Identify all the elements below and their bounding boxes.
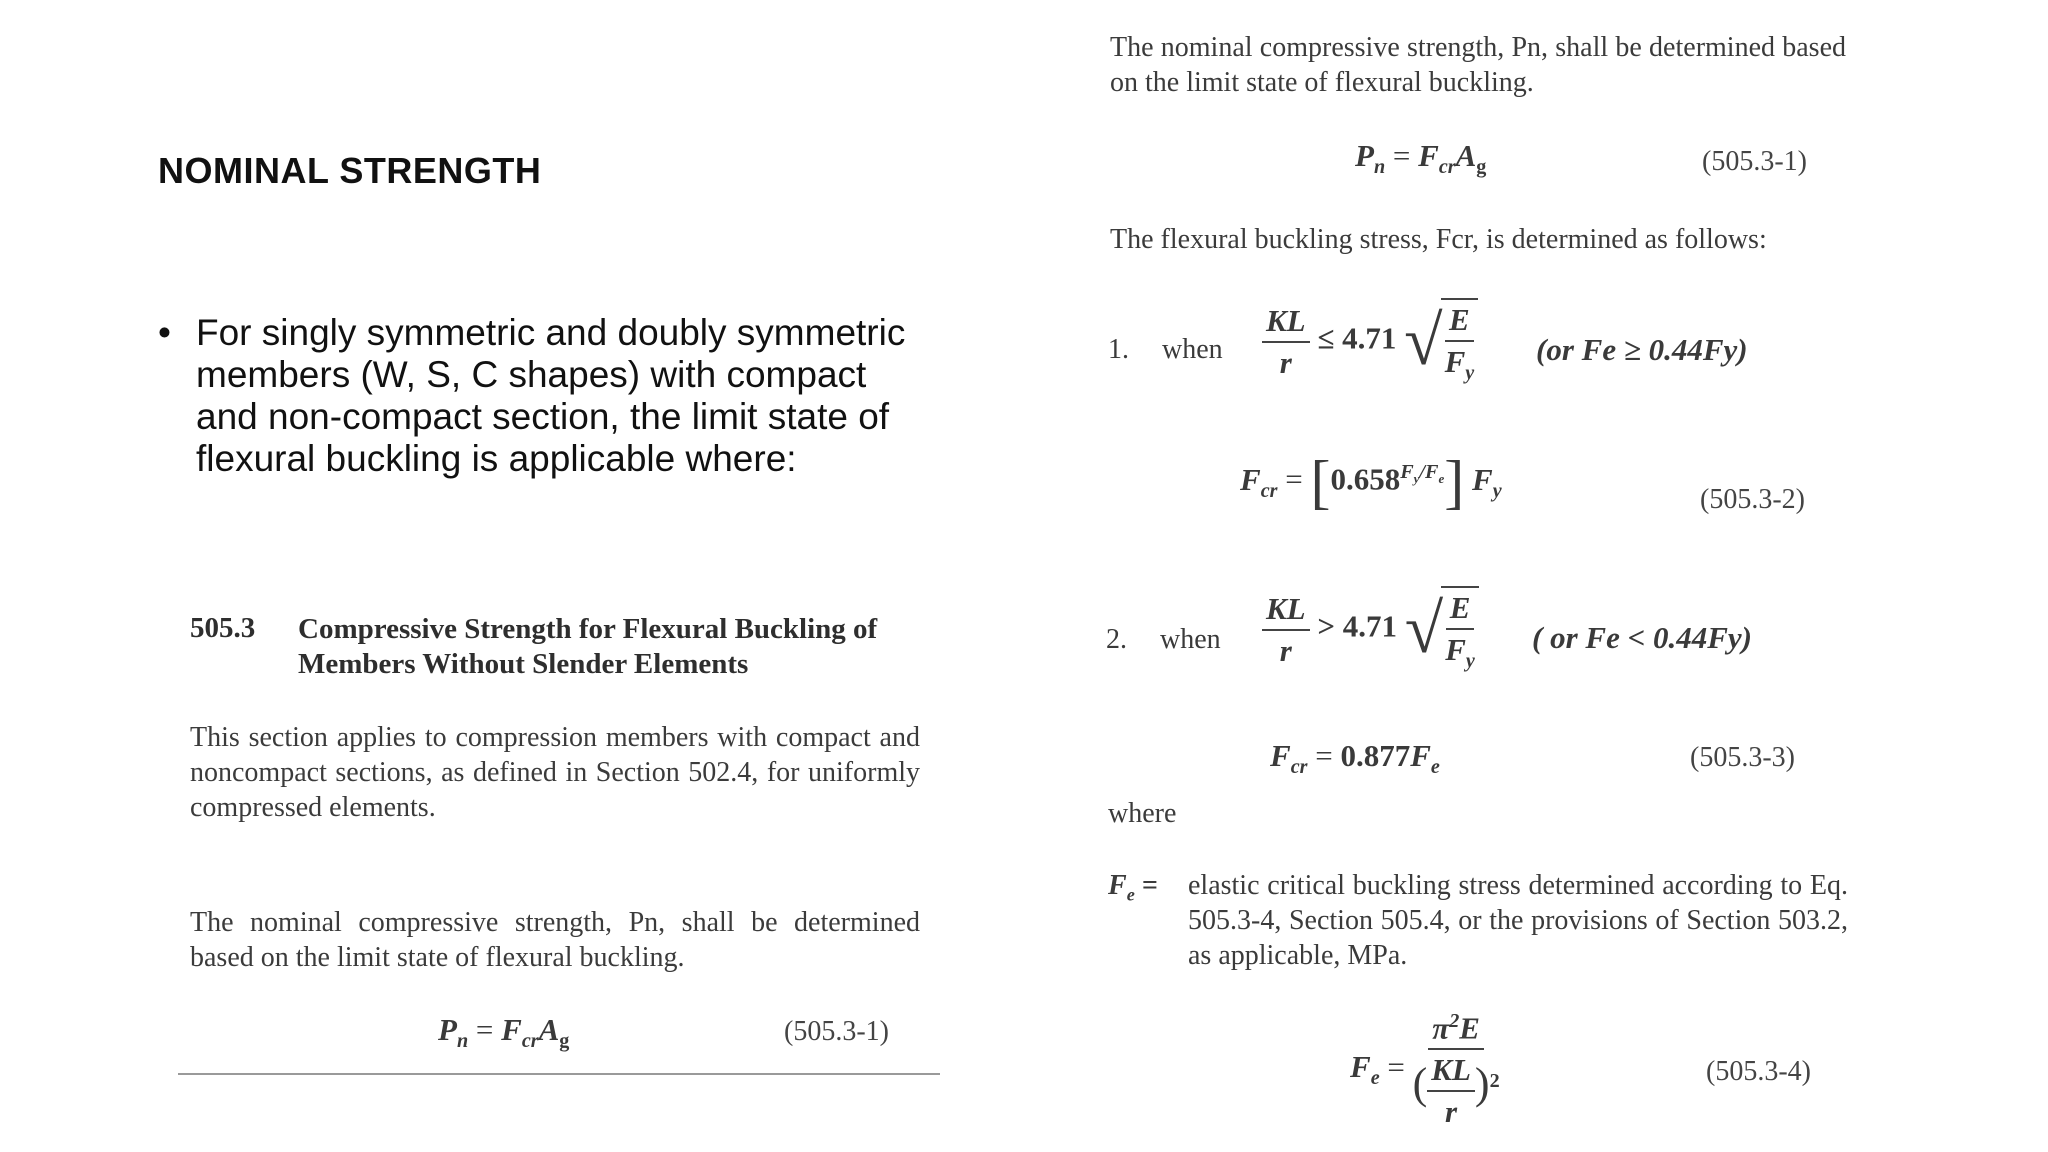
equation-pn-right: $P_n = F_{cr}A_g$ [1355,138,1487,179]
where-label: where [1108,798,1177,829]
equation-pn-left: $P_n = F_{cr}A_g$ [438,1012,570,1053]
equation-label-right-1: (505.3-1) [1702,146,1807,177]
applies-paragraph: This section applies to compression members with compact and noncompact sections, as defined in Section 502.4, for uniformly compressed elements. [190,722,920,823]
fcr-intro-paragraph: The flexural buckling stress, Fcr, is determined as follows: [1110,224,1767,255]
equation-label-right-4: (505.3-4) [1706,1056,1811,1087]
case2-alternative: ( or Fe < 0.44Fy) [1532,620,1752,655]
case2-limit: 4.71 [1342,608,1398,644]
case2-when: when [1160,624,1221,655]
bullet-marker: • [158,312,171,353]
eq2-coefficient: 0.658 [1330,461,1401,497]
equation-label-left: (505.3-1) [784,1016,889,1047]
equation-fcr-case1: $F_{cr} = [0.658^{F_y/F_e}]$ $F_y$ [1240,449,1502,515]
bullet-text: For singly symmetric and doubly symmetric members (W, S, C shapes) with compact and non-compact section, the limit state of flexural buckling is applicable where: [196,312,906,479]
section-number: 505.3 [190,612,256,644]
equation-label-right-2: (505.3-2) [1700,484,1805,515]
bullet-item [158,312,918,480]
fe-definition [1108,868,1848,973]
nominal-paragraph-right: The nominal compressive strength, Pn, shall be determined based on the limit state of flexural buckling. [1110,32,1846,98]
equation-fe: $F_e$ = $\pi^2E$ ( $\frac{KL}{r}$ )$^2$ [1350,1010,1500,1130]
slide-title: NOMINAL STRENGTH [158,150,542,191]
eq3-coefficient: 0.877 [1340,738,1411,773]
fe-description: elastic critical buckling stress determined according to Eq. 505.3-4, Section 505.4, or the provisions of Section 503.2, as applicable, MPa. [1188,870,1848,971]
nominal-paragraph-left: The nominal compressive strength, Pn, shall be determined based on the limit state of flexural buckling. [190,907,920,973]
case1-limit: 4.71 [1342,320,1397,356]
section-title: Compressive Strength for Flexural Buckling of Members Without Slender Elements [298,613,878,680]
case1-when: when [1162,334,1223,365]
fe-symbol: $F_e$ = [1108,870,1158,905]
case1-index: 1. [1108,334,1129,365]
divider [178,1073,940,1075]
case2-condition: $\frac{KL}{r}$ > 4.71 √ $\frac{E}{F_y}$ [1262,586,1479,673]
case1-condition: $\frac{KL}{r}$ ≤ 4.71 √ $\frac{E}{F_y}$ [1262,298,1478,385]
case1-alternative: (or Fe ≥ 0.44Fy) [1536,332,1748,367]
equation-label-right-3: (505.3-3) [1690,742,1795,773]
section-heading [190,612,930,682]
case2-index: 2. [1106,624,1127,655]
equation-fcr-case2: $F_{cr} = 0.877F_e$ [1270,738,1440,779]
